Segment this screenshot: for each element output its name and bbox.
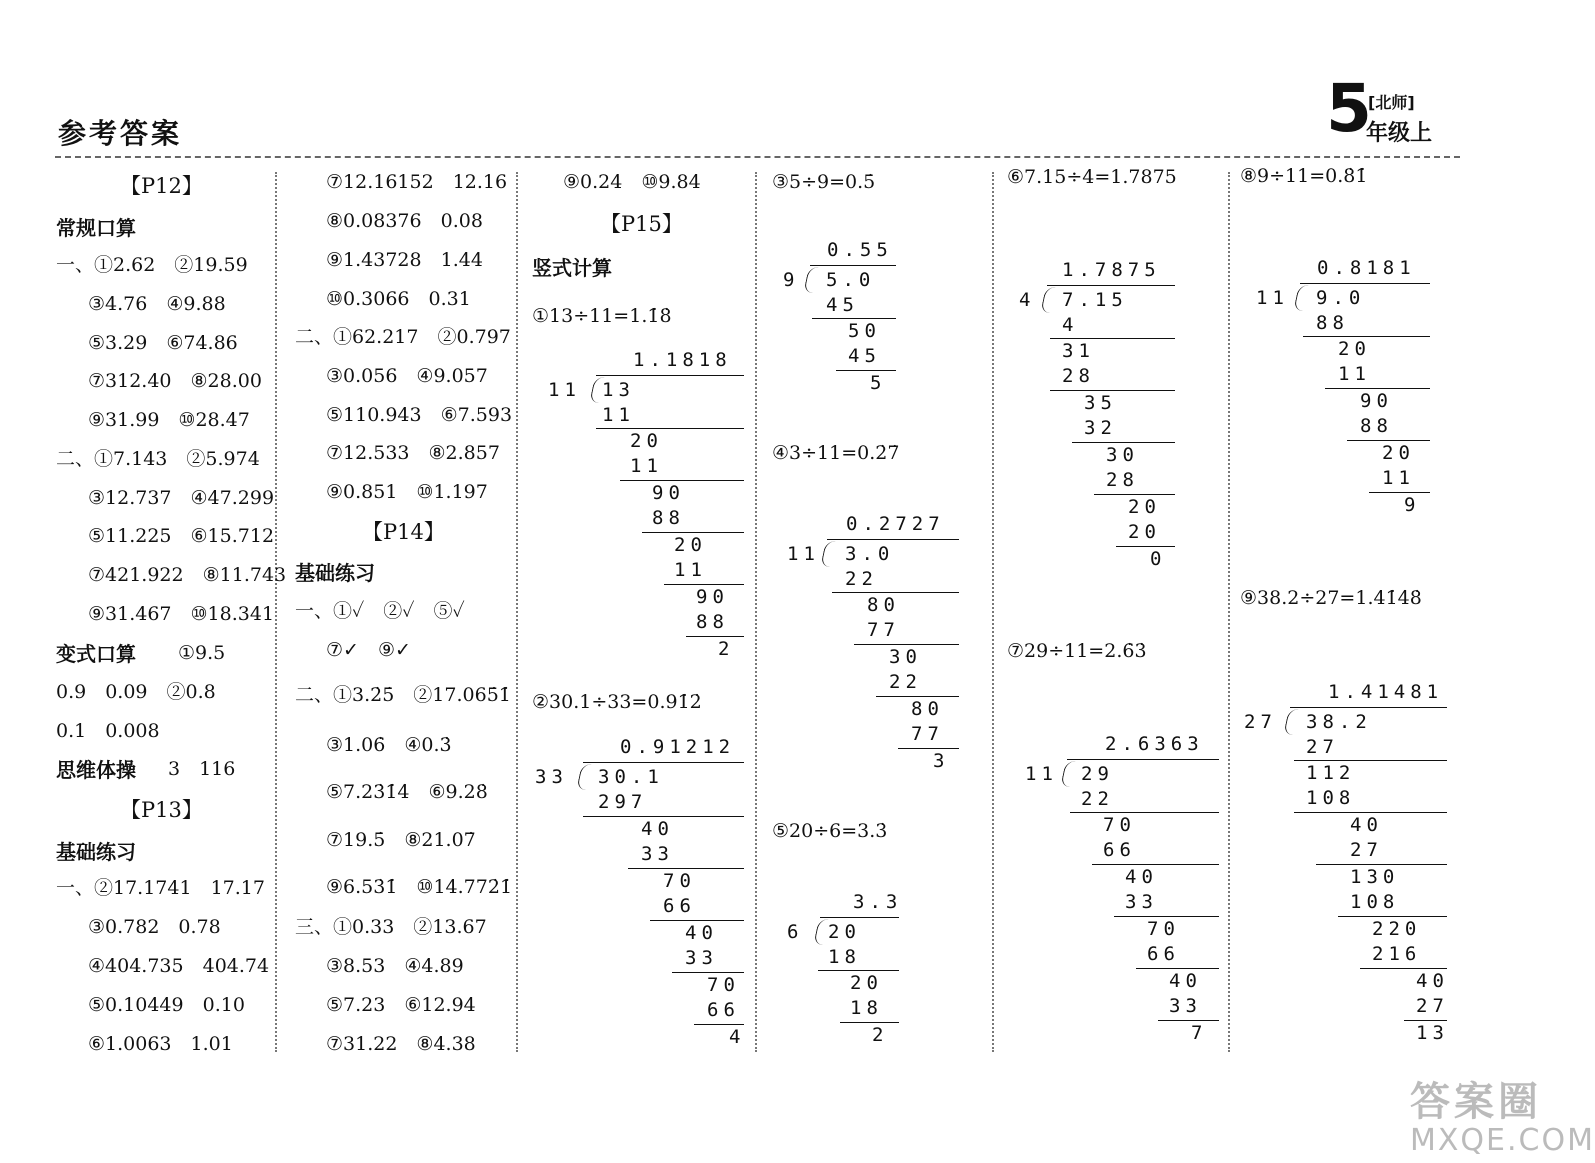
answer-line: ⑨0.24 ⑩9.84: [563, 171, 701, 193]
page-heading: 【P15】: [600, 212, 683, 236]
step-value: 30: [1106, 444, 1139, 466]
step-value: 45: [848, 345, 881, 367]
watermark: [1410, 1070, 1595, 1158]
division-bracket: [1060, 761, 1077, 787]
step-line: [1050, 338, 1175, 339]
step-line: [1070, 812, 1219, 813]
step-line: [1360, 968, 1447, 969]
step-value: 22: [845, 568, 878, 590]
step-value: 33: [685, 947, 718, 969]
step-value: 20: [674, 534, 707, 556]
step-value: 20: [1338, 338, 1371, 360]
answer-line: 二、①62.217 ②0.797: [295, 326, 511, 348]
step-line: [628, 868, 744, 869]
step-value: 88: [696, 611, 729, 633]
section-heading: 思维体操: [56, 758, 136, 782]
step-line: [1325, 388, 1430, 389]
quotient: 0.8181: [1317, 257, 1416, 279]
step-value: 70: [1103, 814, 1136, 836]
remainder: 9: [1404, 494, 1421, 516]
step-line: [836, 370, 896, 371]
divisor: 9: [783, 269, 800, 291]
dividend: 9.0: [1316, 287, 1366, 309]
column-divider: [992, 172, 994, 1052]
step-value: 20: [850, 972, 883, 994]
remainder: 2: [872, 1024, 889, 1046]
step-value: 90: [1360, 390, 1393, 412]
division-bracket: [1283, 709, 1300, 735]
step-value: 108: [1350, 891, 1400, 913]
step-line: [620, 480, 744, 481]
step-line: [1303, 336, 1430, 337]
remainder: 7: [1191, 1022, 1208, 1044]
answer-line: 0.9 0.09 ②0.8: [56, 681, 216, 703]
step-line: [854, 644, 959, 645]
equation: ⑥7.15÷4=1.7875: [1007, 166, 1177, 188]
dividend: 30.1: [598, 766, 664, 788]
answer-line: ③0.056 ④9.057: [326, 365, 488, 387]
answer-line: ⑨6.53̇1̇ ⑩14.772̇1̇: [326, 876, 513, 898]
page-heading: 【P14】: [362, 520, 445, 544]
step-value: 11: [1338, 363, 1371, 385]
step-value: 40: [641, 818, 674, 840]
step-value: 33: [1169, 995, 1202, 1017]
step-value: 22: [889, 671, 922, 693]
step-value: 66: [1103, 839, 1136, 861]
answer-line: ③12.737 ④47.299: [88, 487, 275, 509]
step-value: 18: [828, 946, 861, 968]
step-value: 20: [1382, 442, 1415, 464]
division-bar: [810, 265, 896, 266]
divisor: 11: [787, 543, 820, 565]
section-heading: 常规口算: [56, 216, 136, 240]
step-line: [672, 972, 744, 973]
answer-line: ③4.76 ④9.88: [88, 293, 226, 315]
answer-line: ⑩0.3066 0.31: [326, 288, 471, 310]
step-line: [832, 592, 959, 593]
step-value: 88: [1360, 415, 1393, 437]
divisor: 27: [1244, 711, 1277, 733]
step-value: 80: [867, 594, 900, 616]
step-value: 30: [889, 646, 922, 668]
step-value: 220: [1372, 918, 1422, 940]
column-divider: [275, 172, 277, 1052]
step-value: 40: [685, 922, 718, 944]
step-value: 11: [630, 455, 663, 477]
answer-line: ⑤3.29 ⑥74.86: [88, 332, 238, 354]
quotient: 0.2727: [846, 513, 945, 535]
divisor: 33: [535, 766, 568, 788]
step-value: 31: [1062, 340, 1095, 362]
remainder: 3: [933, 750, 950, 772]
column-divider: [1228, 172, 1230, 1052]
dividend: 3.0: [845, 543, 895, 565]
division-bar: [1300, 283, 1430, 284]
answer-line: ⑤110.943 ⑥7.593: [326, 404, 513, 426]
answer-line: ⑤7.23̇1̇4̇ ⑥9.28̇: [326, 781, 488, 803]
step-value: 90: [652, 482, 685, 504]
answer-line: ⑦✓ ⑨✓: [326, 639, 411, 661]
step-value: 32: [1084, 417, 1117, 439]
step-line: [1294, 760, 1447, 761]
answer-line: ①9.5: [178, 642, 226, 664]
answer-line: ④404.735 404.74: [88, 955, 270, 977]
remainder: 0: [1150, 548, 1167, 570]
quotient: 3.3: [853, 891, 903, 913]
equation: ②30.1÷33=0.91̇2̇: [532, 691, 702, 713]
answer-line: ⑦12.533 ⑧2.857: [326, 442, 500, 464]
remainder: 4: [729, 1026, 746, 1048]
quotient: 1.1818: [633, 349, 732, 371]
step-value: 45: [826, 294, 859, 316]
step-value: 28: [1062, 365, 1095, 387]
division-bar: [827, 539, 959, 540]
step-line: [1347, 440, 1430, 441]
step-value: 88: [1316, 312, 1349, 334]
answer-line: ⑤11.225 ⑥15.712: [88, 525, 275, 547]
step-value: 28: [1106, 469, 1139, 491]
step-value: 216: [1372, 943, 1422, 965]
step-value: 33: [1125, 891, 1158, 913]
step-line: [1136, 968, 1219, 969]
answer-line: ⑦31.22 ⑧4.38: [326, 1033, 476, 1055]
answer-line: ⑤0.10449 0.10: [88, 994, 245, 1016]
dividend: 7.15: [1062, 289, 1128, 311]
step-line: [650, 920, 744, 921]
step-line: [686, 636, 744, 637]
equation: ⑦29÷11=2.6̇3̇: [1007, 640, 1147, 662]
answer-line: ⑤7.23 ⑥12.94: [326, 994, 476, 1016]
dividend: 13: [602, 379, 635, 401]
quotient: 0.91212: [620, 736, 736, 758]
step-value: 18: [850, 997, 883, 1019]
answer-line: ⑧0.08376 0.08: [326, 210, 483, 232]
division-bracket: [576, 764, 593, 790]
answer-line: 一、①✓ ②✓ ⑤✓: [295, 600, 465, 622]
division-bar: [1290, 707, 1447, 708]
step-value: 20: [1128, 496, 1161, 518]
answer-line: ⑥1.0063 1.01: [88, 1033, 233, 1055]
step-line: [1316, 864, 1447, 865]
answer-line: 一、①2.62 ②19.59: [56, 254, 248, 276]
step-value: 77: [867, 619, 900, 641]
quotient: 0.55: [827, 239, 893, 261]
step-value: 40: [1350, 814, 1383, 836]
answer-line: ⑦12.16152 12.16: [326, 171, 508, 193]
remainder: 13: [1416, 1022, 1449, 1044]
step-value: 66: [707, 999, 740, 1021]
step-value: 35: [1084, 392, 1117, 414]
header-divider: [55, 156, 1460, 158]
division-bracket: [820, 541, 837, 567]
dividend: 5.0: [826, 269, 876, 291]
step-line: [1094, 494, 1175, 495]
step-value: 20: [630, 430, 663, 452]
step-value: 88: [652, 507, 685, 529]
step-value: 27: [1350, 839, 1383, 861]
answer-line: 0.1 0.008: [56, 720, 160, 742]
page-heading: 【P12】: [120, 174, 203, 198]
step-line: [642, 532, 744, 533]
step-line: [1116, 546, 1175, 547]
step-line: [1158, 1020, 1219, 1021]
dividend: 20: [828, 921, 861, 943]
answer-line: ⑨31.99 ⑩28.47: [88, 409, 250, 431]
step-value: 70: [1147, 918, 1180, 940]
step-value: 40: [1169, 970, 1202, 992]
step-value: 40: [1416, 970, 1449, 992]
step-line: [812, 318, 896, 319]
step-line: [596, 428, 744, 429]
step-line: [1072, 442, 1175, 443]
division-bar: [583, 762, 744, 763]
division-bar: [1047, 285, 1175, 286]
step-value: 90: [696, 586, 729, 608]
divisor: 11: [1025, 763, 1058, 785]
division-bracket: [1293, 285, 1310, 311]
page-heading: 【P13】: [120, 798, 203, 822]
division-bar: [596, 375, 744, 376]
step-line: [1404, 1020, 1447, 1021]
step-value: 27: [1306, 736, 1339, 758]
step-value: 11: [674, 559, 707, 581]
answer-line: ⑨0.851 ⑩1.197: [326, 481, 488, 503]
answer-line: ⑦421.922 ⑧11.743: [88, 564, 287, 586]
step-value: 11: [1382, 467, 1415, 489]
divisor: 11: [1256, 287, 1289, 309]
equation: ④3÷11=0.2̇7̇: [772, 442, 900, 464]
step-line: [1369, 492, 1430, 493]
page-title: 参考答案: [58, 117, 183, 150]
section-heading: 竖式计算: [532, 256, 612, 280]
step-line: [818, 970, 899, 971]
step-value: 27: [1416, 995, 1449, 1017]
step-line: [1114, 916, 1219, 917]
step-value: 70: [707, 974, 740, 996]
grade-badge: [1326, 70, 1461, 152]
step-value: 80: [911, 698, 944, 720]
answer-line: ⑨31.467 ⑩18.341: [88, 603, 275, 625]
step-value: 33: [641, 843, 674, 865]
answer-line: 一、②17.1741 17.17: [56, 877, 265, 899]
divisor: 11: [548, 379, 581, 401]
answer-line: ⑦312.40 ⑧28.00: [88, 370, 262, 392]
step-value: 70: [663, 870, 696, 892]
equation: ⑤20÷6=3.3̇: [772, 820, 888, 842]
step-value: 108: [1306, 787, 1356, 809]
answer-line: 二、①3.2̇5̇ ②17.065̇1̇: [295, 684, 511, 706]
answer-line: 3 116: [168, 758, 236, 780]
equation: ⑨38.2÷27=1.41̇4̇8̇: [1240, 587, 1422, 609]
section-heading: 基础练习: [295, 561, 375, 585]
step-line: [1338, 916, 1447, 917]
quotient: 1.41481: [1328, 681, 1444, 703]
watermark-logo-text: 答案圈: [1410, 1079, 1542, 1125]
division-bracket: [1040, 287, 1057, 313]
step-value: 77: [911, 723, 944, 745]
answer-line: ③8.53 ④4.89: [326, 955, 464, 977]
step-line: [1092, 864, 1219, 865]
column-divider: [755, 172, 757, 1052]
section-heading: 基础练习: [56, 840, 136, 864]
step-line: [876, 696, 959, 697]
division-bar: [1067, 759, 1219, 760]
dividend: 38.2: [1306, 711, 1372, 733]
step-line: [1294, 812, 1447, 813]
remainder: 2: [718, 638, 735, 660]
badge-grade: 年级上: [1366, 121, 1433, 146]
remainder: 5: [870, 372, 887, 394]
section-heading: 变式口算: [56, 642, 136, 666]
watermark-url: MXQE.COM: [1410, 1123, 1595, 1158]
equation: ③5÷9=0.5̇: [772, 171, 876, 193]
equation: ①13÷11=1.1̇8̇: [532, 305, 672, 327]
step-line: [583, 816, 744, 817]
step-value: 11: [602, 404, 635, 426]
dividend: 29: [1081, 763, 1114, 785]
answer-line: 二、①7.143 ②5.974: [56, 448, 260, 470]
division-bar: [820, 917, 899, 918]
divisor: 4: [1019, 289, 1036, 311]
step-value: 130: [1350, 866, 1400, 888]
step-line: [694, 1024, 744, 1025]
step-value: 20: [1128, 521, 1161, 543]
step-line: [840, 1022, 899, 1023]
answer-line: ⑦19.5̇ ⑧21.07̇: [326, 829, 476, 851]
divisor: 6: [787, 921, 804, 943]
step-line: [898, 748, 959, 749]
step-value: 22: [1081, 788, 1114, 810]
quotient: 1.7875: [1062, 259, 1161, 281]
quotient: 2.6363: [1105, 733, 1204, 755]
badge-publisher: [北师]: [1368, 93, 1415, 112]
column-divider: [516, 172, 518, 1052]
step-value: 66: [663, 895, 696, 917]
step-value: 112: [1306, 762, 1356, 784]
division-bracket: [803, 267, 820, 293]
step-value: 297: [598, 791, 648, 813]
step-value: 50: [848, 320, 881, 342]
step-line: [1050, 390, 1175, 391]
answer-line: 三、①0.33 ②13.67: [295, 916, 487, 938]
step-value: 40: [1125, 866, 1158, 888]
answer-line: ⑨1.43728 1.44: [326, 249, 483, 271]
badge-number: 5: [1326, 70, 1372, 147]
answer-line: ③0.782 0.78: [88, 916, 221, 938]
step-value: 66: [1147, 943, 1180, 965]
answer-line: ③1.06̇ ④0.3̇: [326, 734, 452, 756]
step-line: [664, 584, 744, 585]
step-value: 4: [1062, 314, 1079, 336]
equation: ⑧9÷11=0.8̇1̇: [1240, 165, 1368, 187]
